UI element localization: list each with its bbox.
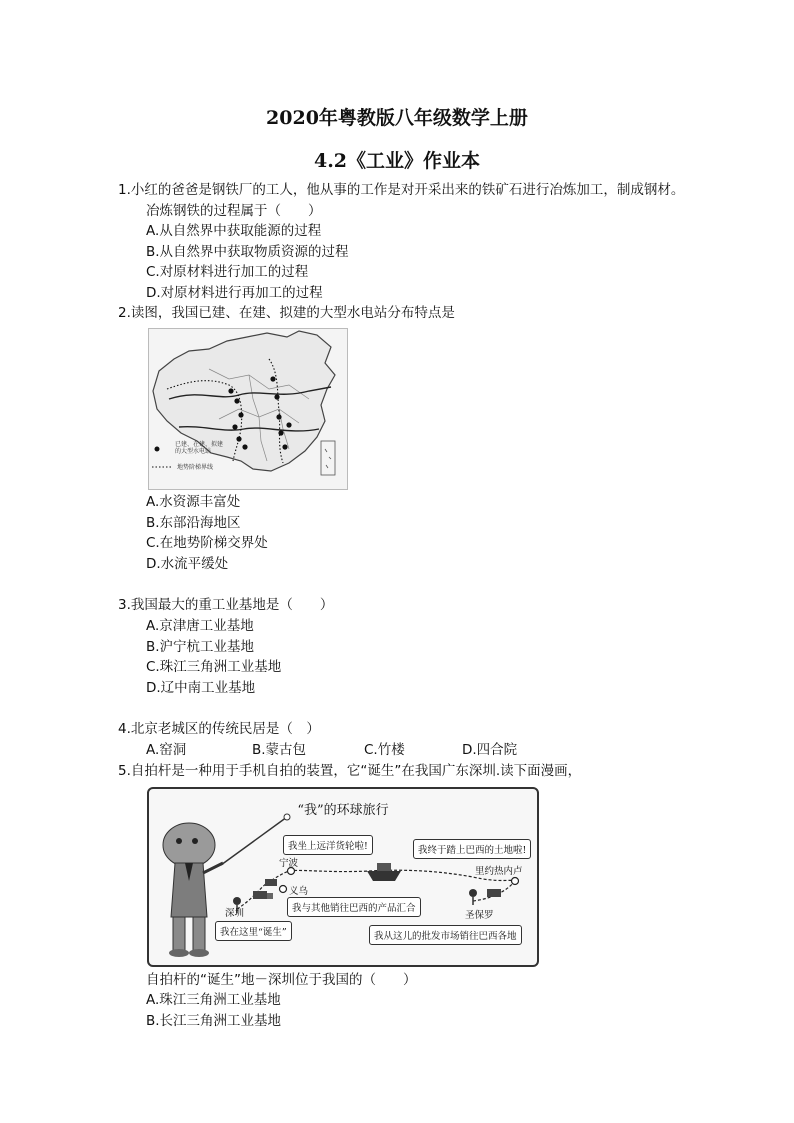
- q3-stem: 3.我国最大的重工业基地是（ ）: [118, 597, 334, 613]
- china-hydropower-map: [148, 328, 348, 490]
- q2-option-c: C.在地势阶梯交界处: [146, 535, 268, 551]
- selfie-stick-comic: [147, 787, 539, 967]
- city-saopaulo: 圣保罗: [465, 910, 494, 921]
- q1-option-a: A.从自然界中获取能源的过程: [146, 223, 322, 239]
- q5-option-b: B.长江三角洲工业基地: [146, 1013, 282, 1029]
- document-title: 2020年粤教版八年级数学上册: [266, 107, 528, 129]
- q1-option-b: B.从自然界中获取物质资源的过程: [146, 244, 349, 260]
- comic-bubble-yiwu: 我与其他销往巴西的产品汇合: [287, 897, 421, 917]
- map-legend-line: 地势阶梯界线: [177, 464, 214, 471]
- comic-bubble-saopaulo: 我从这儿的批发市场销往巴西各地: [369, 925, 522, 945]
- city-ningbo: 宁波: [279, 858, 299, 869]
- comic-title: “我”的环球旅行: [297, 803, 389, 818]
- q1-option-c: C.对原材料进行加工的过程: [146, 264, 309, 280]
- q1-stem-line1: 1.小红的爸爸是钢铁厂的工人，他从事的工作是对开采出来的铁矿石进行冶炼加工，制成钢材。: [118, 182, 685, 198]
- q3-option-d: D.辽中南工业基地: [146, 680, 256, 696]
- q2-option-b: B.东部沿海地区: [146, 515, 241, 531]
- q2-stem: 2.读图，我国已建、在建、拟建的大型水电站分布特点是: [118, 305, 455, 321]
- q2-option-a: A.水资源丰富处: [146, 494, 241, 510]
- comic-bubble-shenzhen: 我在这里“诞生”: [215, 921, 292, 941]
- city-rio: 里约热内卢: [475, 866, 523, 877]
- q4-stem: 4.北京老城区的传统民居是（ ）: [118, 721, 320, 737]
- q1-option-d: D.对原材料进行再加工的过程: [146, 285, 323, 301]
- q5-stem2: 自拍杆的“诞生”地－深圳位于我国的（ ）: [146, 972, 417, 988]
- q5-stem: 5.自拍杆是一种用于手机自拍的装置，它“诞生”在我国广东深圳.读下面漫画，: [118, 763, 582, 779]
- map-legend-station: 已建、在建、拟建的大型水电站: [175, 441, 224, 455]
- comic-bubble-ship: 我坐上远洋货轮啦!: [283, 835, 373, 855]
- q5-option-a: A.珠江三角洲工业基地: [146, 992, 281, 1008]
- q4-option-a: A.窑洞: [146, 742, 187, 758]
- q4-option-b: B.蒙古包: [252, 742, 307, 758]
- q1-stem-line2: 冶炼钢铁的过程属于（ ）: [146, 203, 322, 219]
- q3-option-a: A.京津唐工业基地: [146, 618, 254, 634]
- city-shenzhen: 深圳: [225, 908, 245, 919]
- document-subtitle: 4.2《工业》作业本: [313, 150, 481, 172]
- q3-option-b: B.沪宁杭工业基地: [146, 639, 255, 655]
- q3-option-c: C.珠江三角洲工业基地: [146, 659, 282, 675]
- comic-bubble-brazil: 我终于踏上巴西的土地啦!: [413, 839, 531, 859]
- q4-option-c: C.竹楼: [364, 742, 405, 758]
- city-yiwu: 义乌: [289, 886, 309, 897]
- q4-option-d: D.四合院: [462, 742, 518, 758]
- q2-option-d: D.水流平缓处: [146, 556, 229, 572]
